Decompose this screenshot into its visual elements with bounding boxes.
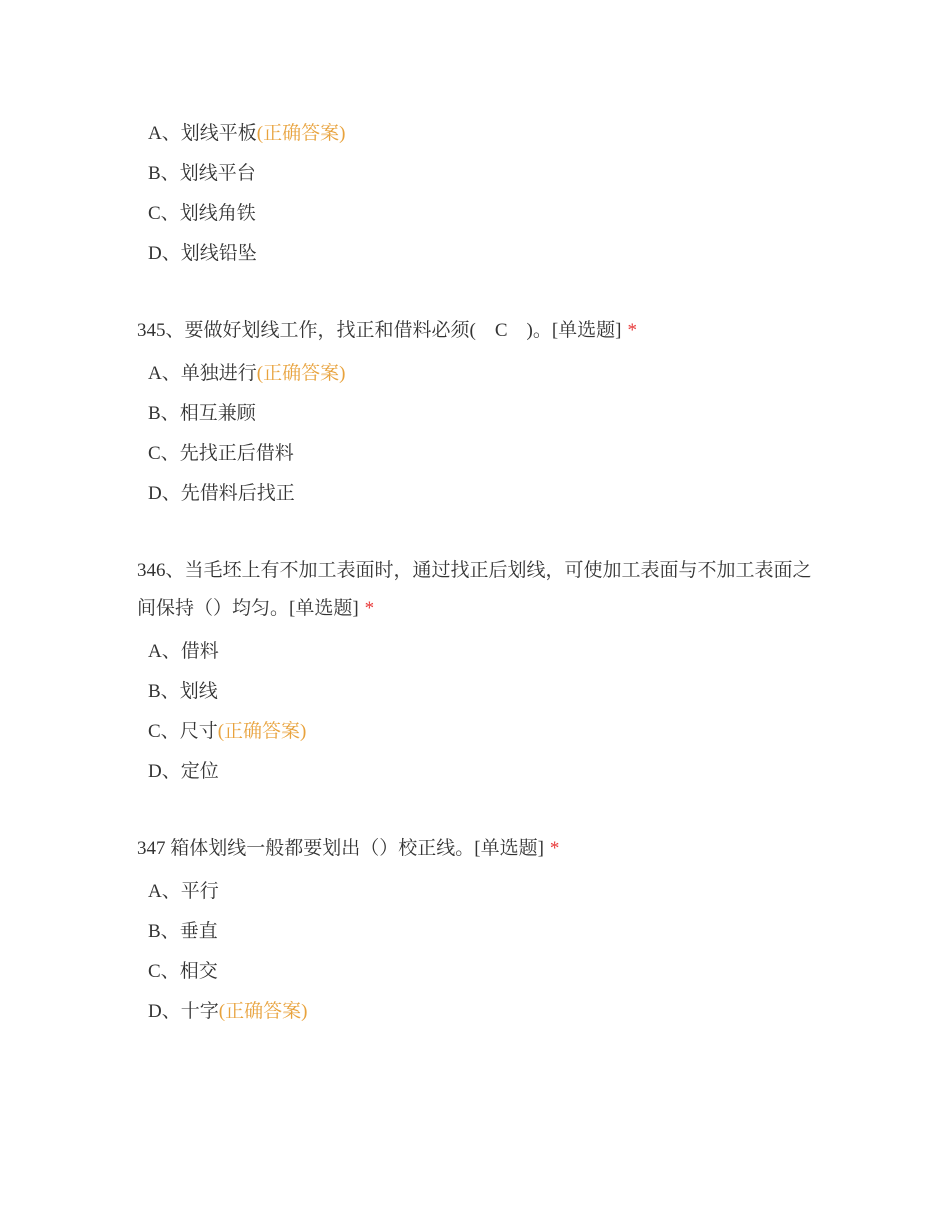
option-a (137, 632, 950, 672)
option-text: 尺寸 (179, 721, 218, 742)
option-c (137, 712, 950, 752)
option-label: A、 (148, 363, 181, 384)
option-text: 定位 (180, 761, 219, 782)
question-block-345 (137, 312, 950, 514)
option-text: 垂直 (179, 921, 218, 942)
option-a (137, 872, 950, 912)
option-label: C、 (148, 961, 180, 982)
question-stem (137, 830, 813, 868)
option-c (137, 952, 950, 992)
required-asterisk: * (627, 320, 637, 341)
option-text: 划线铅坠 (180, 243, 257, 264)
correct-answer-tag: (正确答案) (256, 363, 346, 384)
question-type-label: [单选题] (289, 598, 359, 619)
option-b (137, 672, 950, 712)
question-stem-text: 345、要做好划线工作，找正和借料必须( C )。 (137, 320, 552, 341)
option-text: 先找正后借料 (179, 443, 294, 464)
question-type-label: [单选题] (474, 838, 544, 859)
option-d (137, 474, 950, 514)
option-label: C、 (148, 721, 180, 742)
option-text: 单独进行 (180, 363, 257, 384)
option-text: 十字 (180, 1001, 219, 1022)
option-b (137, 394, 950, 434)
option-text: 划线平台 (179, 163, 256, 184)
option-label: B、 (148, 163, 180, 184)
option-b (137, 154, 950, 194)
option-c (137, 434, 950, 474)
option-label: C、 (148, 203, 180, 224)
option-label: B、 (148, 681, 180, 702)
required-asterisk: * (364, 598, 375, 619)
question-stem (137, 552, 813, 628)
option-text: 先借料后找正 (180, 483, 295, 504)
option-label: D、 (148, 483, 181, 504)
question-block-continued (137, 114, 950, 274)
option-b (137, 912, 950, 952)
option-d (137, 752, 950, 792)
correct-answer-tag: (正确答案) (217, 721, 307, 742)
question-stem-text: 347 箱体划线一般都要划出（）校正线。 (137, 838, 475, 859)
option-text: 划线角铁 (179, 203, 256, 224)
option-label: D、 (148, 761, 181, 782)
question-block-346 (137, 552, 950, 792)
option-label: D、 (148, 1001, 181, 1022)
required-asterisk: * (549, 838, 560, 859)
option-d (137, 234, 950, 274)
option-text: 相交 (179, 961, 218, 982)
question-stem (137, 312, 813, 350)
option-label: D、 (148, 243, 181, 264)
option-label: A、 (148, 881, 181, 902)
option-text: 借料 (180, 641, 219, 662)
question-block-347 (137, 830, 950, 1032)
option-text: 划线平板 (180, 123, 257, 144)
correct-answer-tag: (正确答案) (218, 1001, 308, 1022)
option-text: 平行 (180, 881, 219, 902)
option-text: 划线 (179, 681, 218, 702)
option-a (137, 354, 950, 394)
option-label: B、 (148, 403, 180, 424)
option-label: B、 (148, 921, 180, 942)
option-label: A、 (148, 123, 181, 144)
question-type-label: [单选题] (551, 320, 622, 341)
question-stem-text: 346、当毛坯上有不加工表面时，通过找正后划线，可使加工表面与不加工表面之间保持（）均匀。 (137, 560, 812, 619)
option-text: 相互兼顾 (179, 403, 256, 424)
option-label: A、 (148, 641, 181, 662)
option-c (137, 194, 950, 234)
correct-answer-tag: (正确答案) (256, 123, 346, 144)
option-a (137, 114, 950, 154)
option-label: C、 (148, 443, 180, 464)
option-d (137, 992, 950, 1032)
